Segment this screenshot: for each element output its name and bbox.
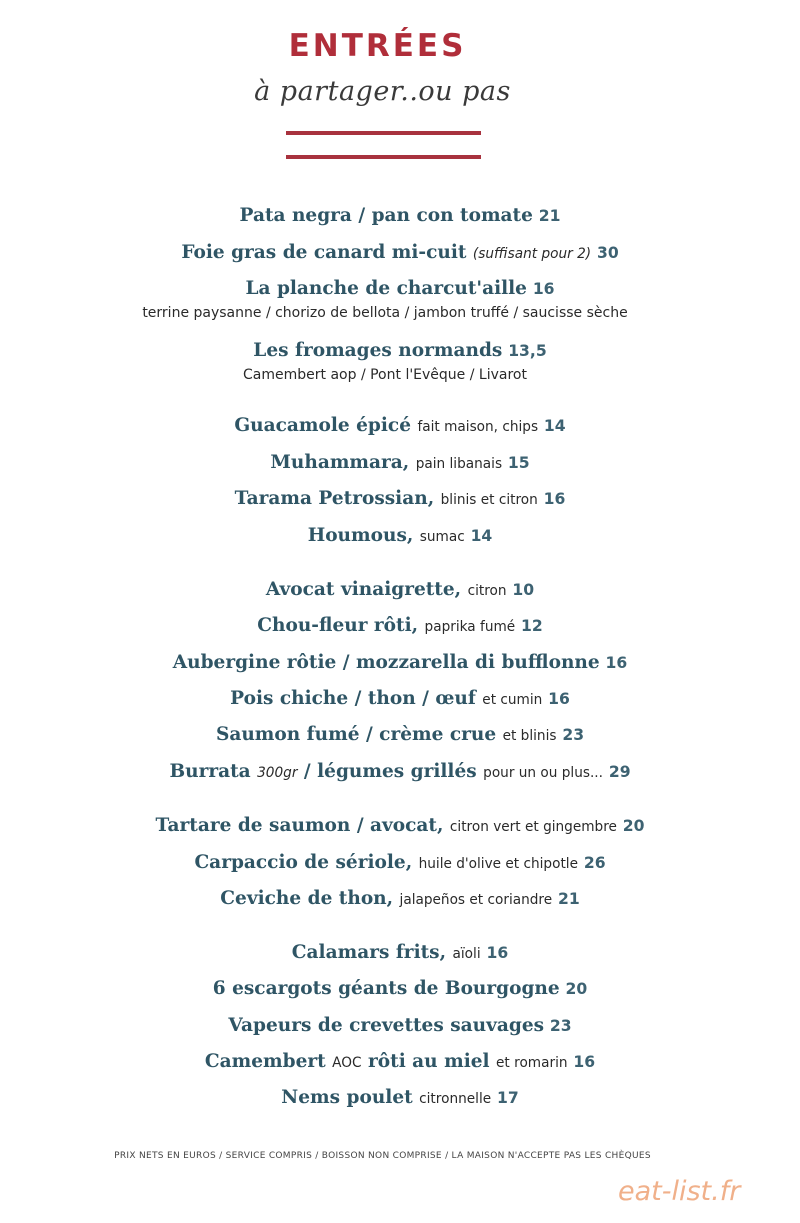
- dish-price: 12: [521, 616, 543, 635]
- dish-name: Calamars frits,: [291, 941, 447, 963]
- menu-item: [10, 851, 790, 873]
- menu-item: [10, 277, 790, 299]
- dish-desc: paprika fumé: [424, 619, 516, 635]
- footer-note: PRIX NETS EN EUROS / SERVICE COMPRIS / BOISSON NON COMPRISE / LA MAISON N'ACCEPTE PAS LES CHÈQUES: [114, 1151, 651, 1161]
- dish-price: 20: [565, 979, 588, 998]
- dish-price: 16: [605, 653, 628, 672]
- dish-price: 13,5: [508, 341, 547, 360]
- dish-name: Camembert: [204, 1050, 326, 1072]
- dish-detail: terrine paysanne / chorizo de bellota / jambon truffé / saucisse sèche: [142, 305, 628, 321]
- dish-name: Nems poulet: [281, 1086, 413, 1108]
- dish-name: Carpaccio de sériole,: [194, 851, 413, 873]
- menu-item: [10, 339, 790, 361]
- dish-name: 6 escargots géants de Bourgogne: [212, 977, 560, 999]
- menu-item: [10, 651, 790, 673]
- dish-price: 16: [573, 1052, 596, 1071]
- dish-desc: citron vert et gingembre: [449, 819, 617, 835]
- dish-price: 17: [496, 1088, 519, 1107]
- dish-desc: huile d'olive et chipotle: [418, 856, 578, 872]
- menu-item: [10, 1086, 790, 1108]
- dish-price: 23: [562, 725, 585, 744]
- dish-price: 20: [622, 816, 645, 835]
- dish-name: Tarama Petrossian,: [234, 487, 435, 509]
- dish-desc: pour un ou plus...: [483, 765, 603, 781]
- dish-name: Houmous,: [307, 524, 414, 546]
- menu-item: [10, 977, 790, 999]
- dish-price: 26: [583, 853, 606, 872]
- dish-label: AOC: [332, 1055, 362, 1071]
- dish-desc: et blinis: [502, 728, 557, 744]
- dish-price: 16: [548, 689, 570, 708]
- dish-desc: citron: [467, 583, 507, 599]
- dish-desc: et cumin: [482, 692, 543, 708]
- dish-price: 21: [538, 206, 561, 225]
- dish-price: 15: [507, 453, 530, 472]
- dish-name: Burrata: [169, 760, 251, 782]
- dish-price: 16: [543, 489, 566, 508]
- dish-price: 21: [557, 889, 580, 908]
- dish-name: Aubergine rôtie / mozzarella di bufflonne: [172, 651, 600, 673]
- dish-price: 29: [608, 762, 631, 781]
- dish-name: La planche de charcut'aille: [245, 277, 527, 299]
- dish-name: Les fromages normands: [253, 339, 503, 361]
- menu-item: [10, 887, 790, 909]
- dish-desc: blinis et citron: [440, 492, 538, 508]
- dish-price: 16: [486, 943, 509, 962]
- dish-name: Vapeurs de crevettes sauvages: [228, 1014, 545, 1036]
- page-subtitle: à partager..ou pas: [254, 76, 511, 107]
- dish-desc: citronnelle: [419, 1091, 492, 1107]
- dish-desc: pain libanais: [415, 456, 503, 472]
- dish-price: 10: [512, 580, 535, 599]
- dish-name-cont: rôti au miel: [368, 1050, 490, 1072]
- dish-price: 30: [596, 243, 619, 262]
- dish-name: Chou-fleur rôti,: [257, 614, 419, 636]
- dish-name: Pata negra / pan con tomate: [239, 204, 533, 226]
- dish-desc: et romarin: [496, 1055, 568, 1071]
- menu-item: [10, 414, 790, 436]
- dish-name: Muhammara,: [270, 451, 410, 473]
- dish-desc: jalapeños et coriandre: [399, 892, 553, 908]
- dish-name: Avocat vinaigrette,: [265, 578, 462, 600]
- menu-item: [10, 760, 790, 782]
- dish-name: Foie gras de canard mi-cuit: [181, 241, 467, 263]
- menu-item: [10, 723, 790, 745]
- dish-desc: aïoli: [452, 946, 481, 962]
- menu-item: [10, 524, 790, 546]
- divider-bottom: [286, 155, 481, 159]
- dish-name: Guacamole épicé: [234, 414, 411, 436]
- menu-item: [10, 614, 790, 636]
- dish-desc: fait maison, chips: [417, 419, 539, 435]
- dish-price: 14: [470, 526, 493, 545]
- dish-weight: 300gr: [257, 765, 298, 781]
- menu-item: [10, 578, 790, 600]
- dish-price: 23: [549, 1016, 572, 1035]
- dish-name: Pois chiche / thon / œuf: [230, 687, 476, 709]
- divider-top: [286, 131, 481, 135]
- dish-name-cont: / légumes grillés: [303, 760, 477, 782]
- menu-item: [10, 204, 790, 226]
- dish-price: 16: [532, 279, 555, 298]
- menu-item: [10, 451, 790, 473]
- dish-name: Tartare de saumon / avocat,: [155, 814, 444, 836]
- menu-item: [10, 1050, 790, 1072]
- dish-name: Saumon fumé / crème crue: [215, 723, 497, 745]
- dish-note: (suffisant pour 2): [472, 246, 592, 262]
- dish-price: 14: [543, 416, 566, 435]
- menu-item: [10, 814, 790, 836]
- menu-item: [10, 941, 790, 963]
- dish-name: Ceviche de thon,: [220, 887, 394, 909]
- dish-detail: Camembert aop / Pont l'Evêque / Livarot: [243, 367, 527, 383]
- menu-item: [10, 1014, 790, 1036]
- dish-desc: sumac: [419, 529, 465, 545]
- watermark: eat-list.fr: [618, 1176, 741, 1207]
- menu-item: [10, 687, 790, 709]
- menu-item: [10, 241, 790, 263]
- menu-item: [10, 487, 790, 509]
- page-title: ENTRÉES: [288, 28, 467, 64]
